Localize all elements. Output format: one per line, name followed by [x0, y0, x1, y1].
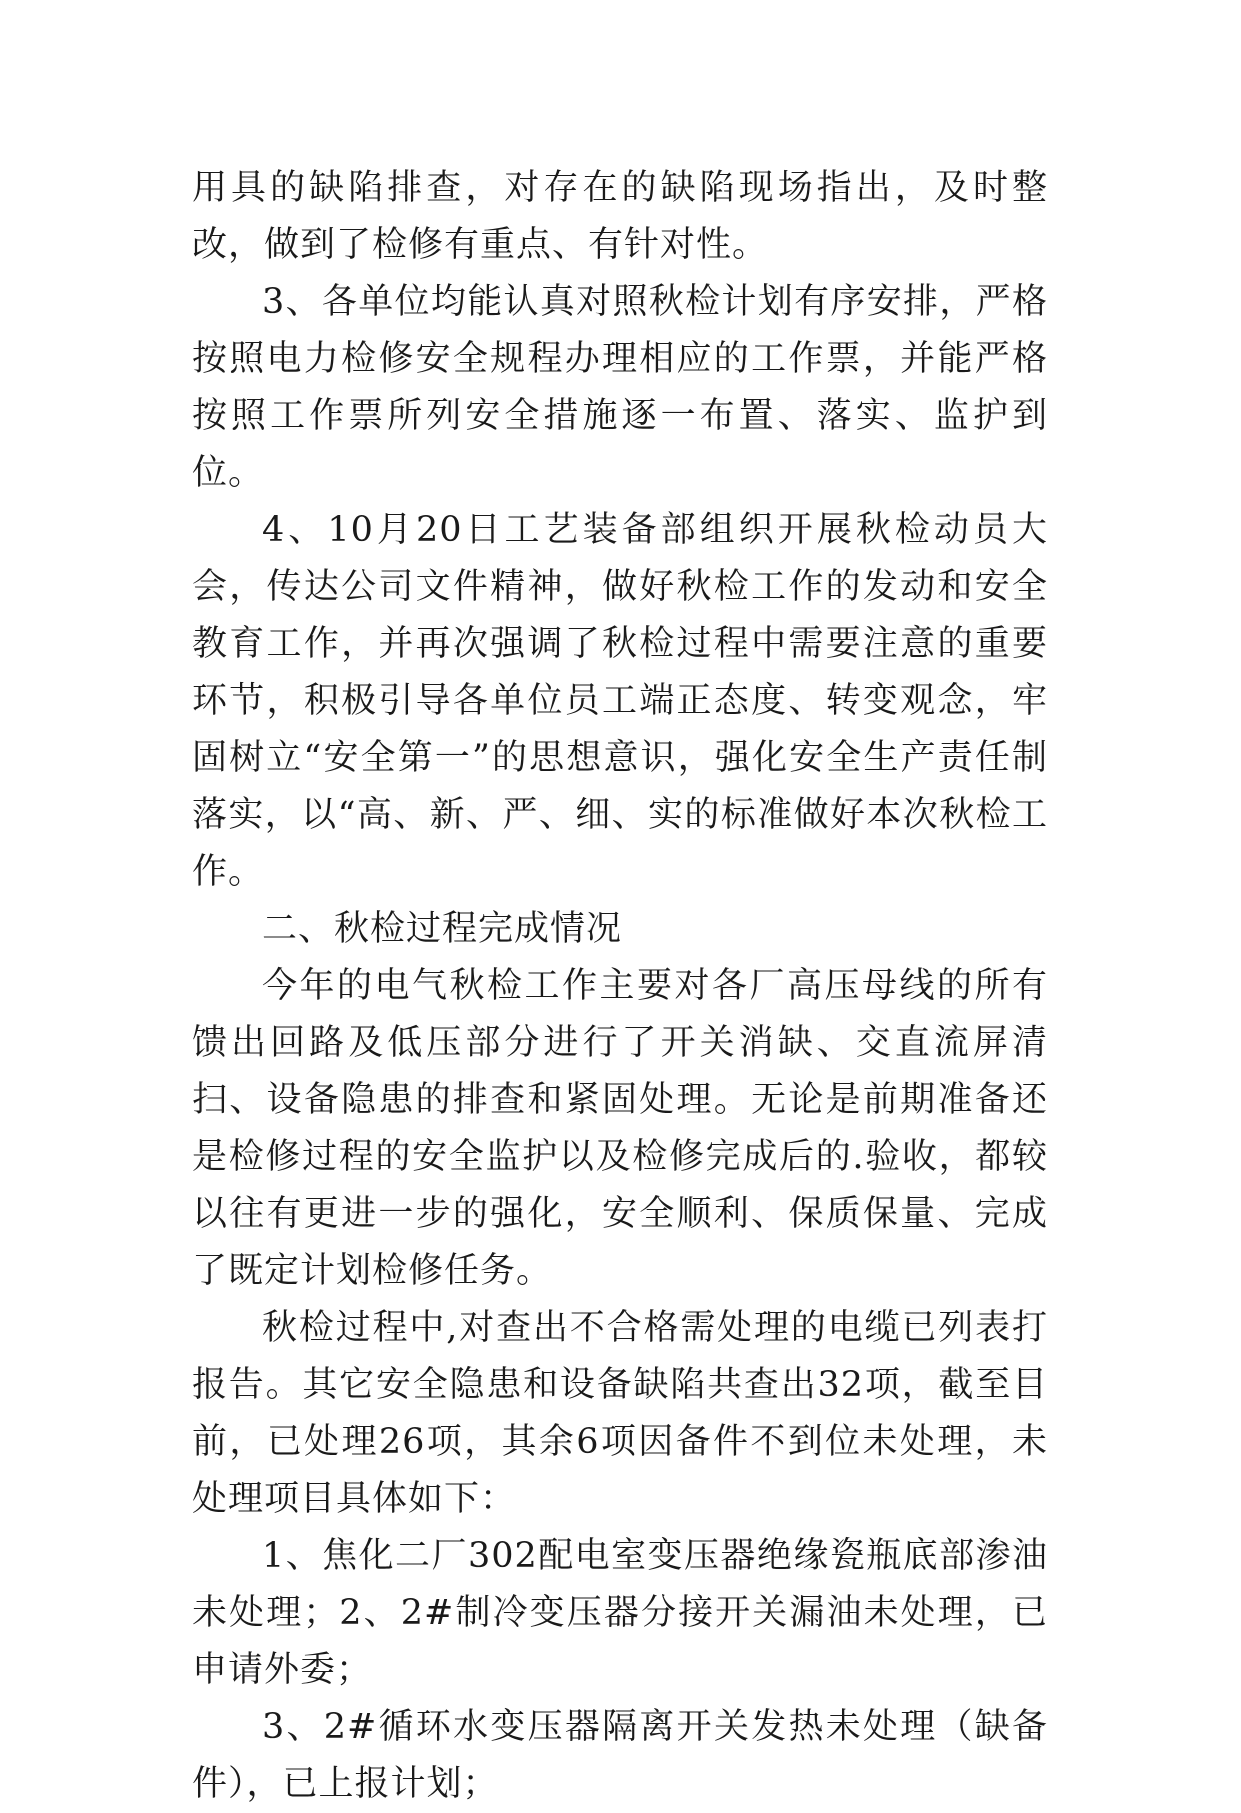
section-heading: 二、秋检过程完成情况: [262, 909, 623, 949]
document-body: [192, 160, 1048, 1813]
paragraph-overview: 今年的电气秋检工作主要对各厂高压母线的所有馈出回路及低压部分进行了开关消缺、交直流屏清扫、设备隐患的排查和紧固处理。无论是前期准备还是检修过程的安全监护以及检修完成后的.验收，都较以往有更进一步的强化，安全顺利、保质保量、完成了既定计划检修任务。: [192, 966, 1048, 1291]
paragraph-unresolved-1-2: 1、焦化二厂302配电室变压器绝缘瓷瓶底部渗油未处理；2、2#制冷变压器分接开关漏油未处理，已申请外委；: [192, 1536, 1048, 1690]
paragraph-item-4: 4、10月20日工艺装备部组织开展秋检动员大会，传达公司文件精神，做好秋检工作的发动和安全教育工作，并再次强调了秋检过程中需要注意的重要环节，积极引导各单位员工端正态度、转变观念，牢固树立“安全第一”的思想意识，强化安全生产责任制落实，以“高、新、严、细、实的标准做好本次秋检工作。: [192, 510, 1048, 892]
paragraph-defects-summary: 秋检过程中,对查出不合格需处理的电缆已列表打报告。其它安全隐患和设备缺陷共查出32项，截至目前，已处理26项，其余6项因备件不到位未处理，未处理项目具体如下：: [192, 1308, 1048, 1519]
paragraph-unresolved-3: 3、2#循环水变压器隔离开关发热未处理（缺备件），已上报计划；: [192, 1707, 1048, 1804]
paragraph-continuation: 用具的缺陷排查，对存在的缺陷现场指出，及时整改，做到了检修有重点、有针对性。: [192, 168, 1048, 265]
paragraph-item-3: 3、各单位均能认真对照秋检计划有序安排，严格按照电力检修安全规程办理相应的工作票，并能严格按照工作票所列安全措施逐一布置、落实、监护到位。: [192, 282, 1048, 493]
